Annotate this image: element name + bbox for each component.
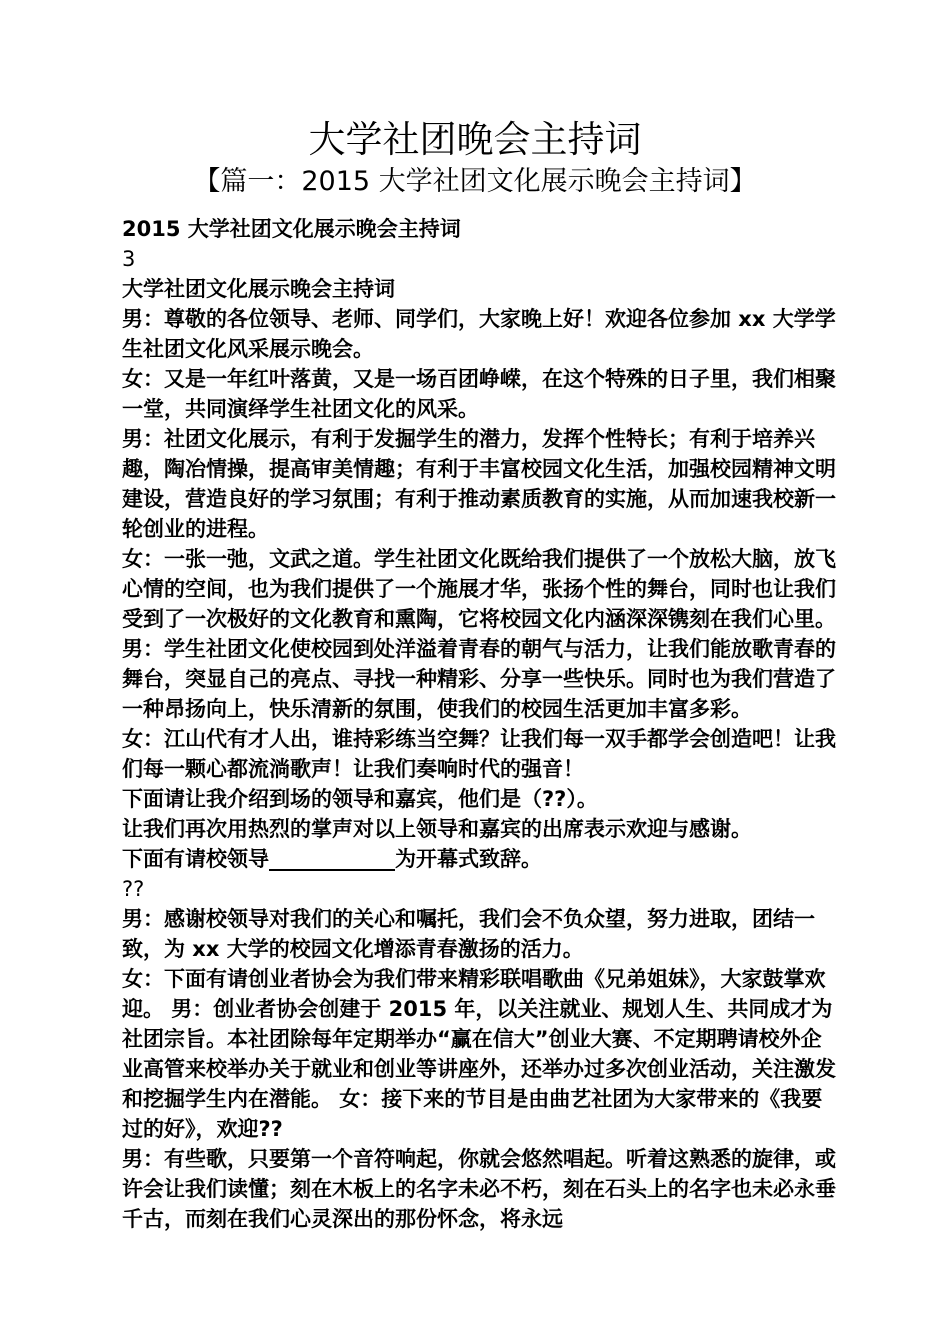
paragraph-male-2: 男：社团文化展示，有利于发掘学生的潜力，发挥个性特长；有利于培养兴趣，陶冶情操，提高审美情趣；有利于丰富校园文化生活，加强校园精神文明建设，营造良好的学习氛围；有利于推动素质教育的实施，从而加速我校新一轮创业的进程。 (122, 427, 836, 541)
paragraph-female-3: 女：江山代有才人出，谁持彩练当空舞？让我们每一双手都学会创造吧！让我们每一颗心都流淌歌声！让我们奏响时代的强音！ (122, 727, 836, 781)
paragraph-male-1: 男：尊敬的各位领导、老师、同学们，大家晚上好！欢迎各位参加 xx 大学学生社团文化风采展示晚会。 (122, 307, 836, 361)
document-subtitle: 【篇一：2015 大学社团文化展示晚会主持词】 (193, 166, 757, 197)
paragraph-male-4: 男：感谢校领导对我们的关心和嘱托，我们会不负众望，努力进取，团结一致，为 xx 大学的校园文化增添青春激扬的活力。 (122, 907, 815, 961)
paragraph-male-3: 男：学生社团文化使校园到处洋溢着青春的朝气与活力，让我们能放歌青春的舞台，突显自己的亮点、寻找一种精彩、分享一些快乐。同时也为我们营造了一种昂扬向上，快乐清新的氛围，使我们的校园生活更加丰富多彩。 (122, 637, 836, 721)
document-body (118, 214, 838, 1234)
paragraph-ellipsis: ?? (122, 877, 145, 901)
heading-2015: 2015 大学社团文化展示晚会主持词 (122, 217, 461, 241)
paragraph-opening-speech: 下面有请校领导____________为开幕式致辞。 (122, 847, 542, 871)
paragraph-male-5: 男：有些歌，只要第一个音符响起，你就会悠然唱起。听着这熟悉的旋律，或许会让我们读懂；刻在木板上的名字未必不朽，刻在石头上的名字也未必永垂千古，而刻在我们心灵深出的那份怀念，将永远 (122, 1147, 836, 1231)
document-title: 大学社团晚会主持词 (308, 118, 642, 161)
paragraph-female-2: 女：一张一弛，文武之道。学生社团文化既给我们提供了一个放松大脑，放飞心情的空间，也为我们提供了一个施展才华，张扬个性的舞台，同时也让我们受到了一次极好的文化教育和熏陶，它将校园文化内涵深深镌刻在我们心里。 (122, 547, 836, 631)
paragraph-female-1: 女：又是一年红叶落黄，又是一场百团峥嵘，在这个特殊的日子里，我们相聚一堂，共同演绎学生社团文化的风采。 (122, 367, 836, 421)
paragraph-female-4: 女：下面有请创业者协会为我们带来精彩联唱歌曲《兄弟姐妹》，大家鼓掌欢迎。 男：创业者协会创建于 2015 年，以关注就业、规划人生、共同成才为社团宗旨。本社团除每年定期举办“赢在信大”创业大赛、不定期聘请校外企业高管来校举办关于就业和创业等讲座外，还举办过多次创业活动，关注激发和挖掘学生内在潜能。 女：接下来的节目是由曲艺社团为大家带来的《我要过的好》，欢迎?? (122, 967, 836, 1141)
heading-main: 大学社团文化展示晚会主持词 (122, 277, 395, 301)
page-number-3: 3 (122, 247, 136, 271)
paragraph-applause: 让我们再次用热烈的掌声对以上领导和嘉宾的出席表示欢迎与感谢。 (122, 817, 752, 841)
paragraph-intro-guests: 下面请让我介绍到场的领导和嘉宾，他们是（??）。 (122, 787, 598, 811)
